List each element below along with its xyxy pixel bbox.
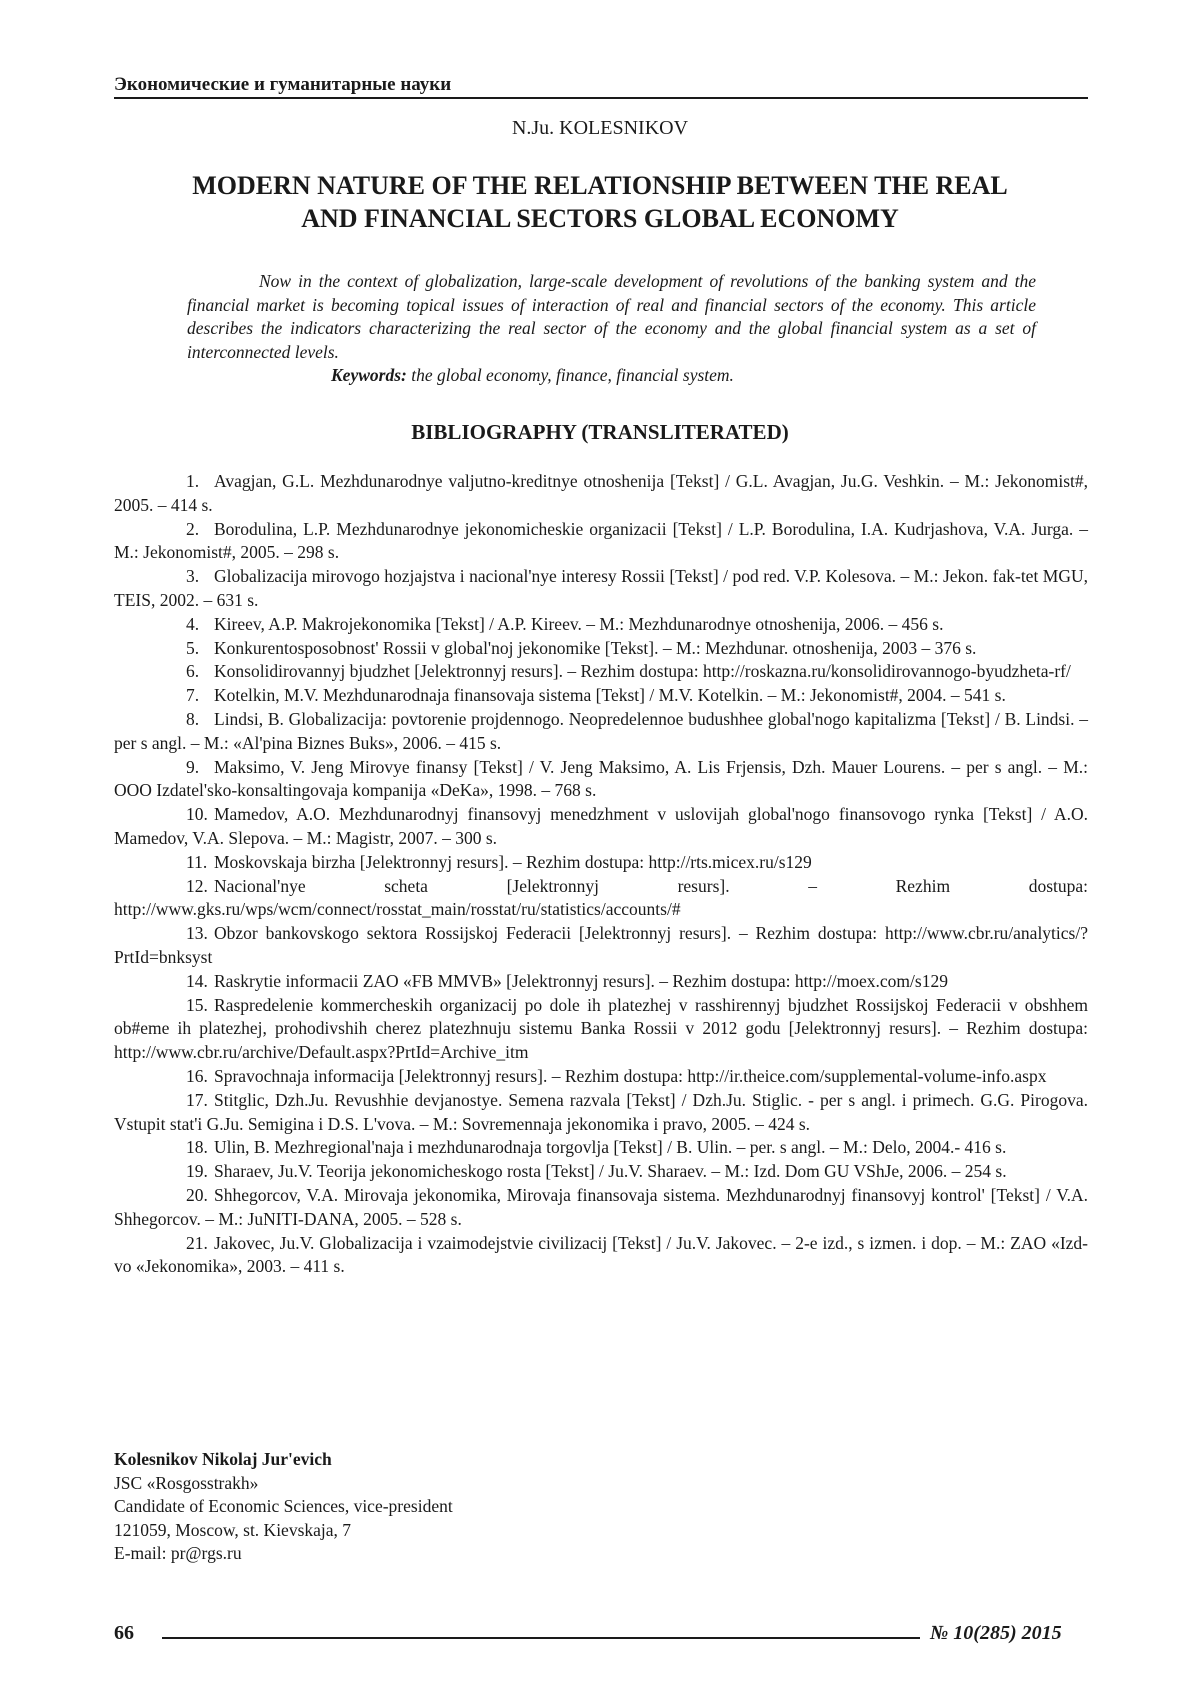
bibliography-item (114, 1089, 1088, 1137)
keywords-label: Keywords: (331, 365, 407, 385)
affiliation-email: E-mail: pr@rgs.ru (114, 1543, 242, 1563)
bibliography-item-text: Obzor bankovskogo sektora Rossijskoj Federacii [Jelektronnyj resurs]. – Rezhim dostupa: http://www.cbr.ru/analytics/?PrtId=bnksyst (114, 923, 1088, 967)
bibliography-item-number: 5. (186, 637, 200, 658)
bibliography-item-text: Maksimo, V. Jeng Mirovye finansy [Tekst] / V. Jeng Maksimo, A. Lis Frjensis, Dzh. Mauer Lourens. – per s angl. – M.: OOO Izdatel'sko-konsaltingovaja kompanija «DeKa», 1998. – 768 s. (114, 756, 1088, 801)
bibliography-item (114, 922, 1088, 970)
author-affiliation (114, 1448, 814, 1566)
running-head: Экономические и гуманитарные науки (114, 74, 1088, 99)
bibliography-item-number: 19. (186, 1161, 208, 1182)
bibliography-item-number: 11. (186, 851, 208, 872)
bibliography-item-text: Raspredelenie kommercheskih organizacij po dole ih platezhej v rasshirennyj bjudzhet Rossijskoj Federacii v obshhem ob#eme ih platezhej, prohodivshih cherez platezhnuju sistemu Banka Rossii v 2012 godu [Jelektronnyj resurs]. – Rezhim dostupa: http://www.cbr.ru/archive/Default.aspx?PrtId=Archive_itm (114, 994, 1088, 1063)
bibliography-item (114, 708, 1088, 756)
bibliography-item-text: Raskrytie informacii ZAO «FB MMVB» [Jelektronnyj resurs]. – Rezhim dostupa: http://moex.com/s129 (214, 970, 948, 991)
bibliography-item-number: 6. (186, 661, 200, 682)
bibliography-item-text: Shhegorcov, V.A. Mirovaja jekonomika, Mirovaja finansovaja sistema. Mezhdunarodnyj finansovyj kontrol' [Tekst] / V.A. Shhegorcov. – M.: JuNITI-DANA, 2005. – 528 s. (114, 1184, 1088, 1229)
bibliography-item (114, 1160, 1088, 1184)
bibliography-item-text: Jakovec, Ju.V. Globalizacija i vzaimodejstvie civilizacij [Tekst] / Ju.V. Jakovec. – 2-e izd., s izmen. i dop. – M.: ZAO «Izd-vo «Jekonomika», 2003. – 411 s. (114, 1232, 1088, 1277)
footer-rule (162, 1637, 920, 1639)
bibliography-item-number: 7. (186, 685, 200, 706)
abstract (187, 270, 1036, 388)
bibliography-item-text: Sharaev, Ju.V. Teorija jekonomicheskogo rosta [Tekst] / Ju.V. Sharaev. – M.: Izd. Dom GU VShJe, 2006. – 254 s. (214, 1161, 1007, 1182)
bibliography-item-text: Moskovskaja birzha [Jelektronnyj resurs]. – Rezhim dostupa: http://rts.micex.ru/s129 (214, 851, 812, 872)
issue-number: № 10(285) 2015 (930, 1622, 1062, 1644)
bibliography-item (114, 1065, 1088, 1089)
bibliography-item-text: Ulin, B. Mezhregional'naja i mezhdunarodnaja torgovlja [Tekst] / B. Ulin. – per. s angl. – M.: Delo, 2004.- 416 s. (214, 1137, 1007, 1158)
bibliography-item-text: Nacional'nye scheta [Jelektronnyj resurs]. – Rezhim dostupa: http://www.gks.ru/wps/wcm/connect/rosstat_main/rosstat/ru/statistics/accounts/# (114, 875, 1088, 920)
bibliography-item-text: Spravochnaja informacija [Jelektronnyj resurs]. – Rezhim dostupa: http://ir.theice.com/supplemental-volume-info.aspx (214, 1065, 1047, 1086)
bibliography-item (114, 613, 1088, 637)
bibliography-item (114, 637, 1088, 661)
keywords-text: the global economy, finance, financial system. (411, 365, 734, 385)
bibliography-item-number: 9. (186, 756, 200, 777)
bibliography-item-text: Globalizacija mirovogo hozjajstva i nacional'nye interesy Rossii [Tekst] / pod red. V.P. Kolesova. – M.: Jekon. fak-tet MGU, TEIS, 2002. – 631 s. (114, 566, 1088, 610)
bibliography-heading: BIBLIOGRAPHY (TRANSLITERATED) (411, 420, 789, 444)
bibliography-item-number: 16. (186, 1065, 208, 1086)
bibliography-item-number: 12. (186, 875, 208, 896)
bibliography-item-number: 17. (186, 1089, 208, 1110)
bibliography-item-number: 18. (186, 1137, 208, 1158)
bibliography-item-number: 15. (186, 994, 208, 1015)
bibliography-item (114, 970, 1088, 994)
bibliography-item-number: 2. (186, 518, 200, 539)
bibliography-item-number: 3. (186, 566, 200, 587)
bibliography-item-text: Konsolidirovannyj bjudzhet [Jelektronnyj resurs]. – Rezhim dostupa: http://roskazna.ru/konsolidirovannogo-byudzheta-rf/ (214, 661, 1071, 682)
affiliation-address: 121059, Moscow, st. Kievskaja, 7 (114, 1519, 352, 1540)
affiliation-name: Kolesnikov Nikolaj Jur'evich (114, 1449, 332, 1469)
bibliography-item (114, 803, 1088, 851)
page-number: 66 (114, 1622, 134, 1644)
abstract-text: Now in the context of globalization, large-scale development of revolutions of the banking system and the financial market is becoming topical issues of interaction of real and financial sectors of the economy. This article describes the indicators characterizing the real sector of the economy and the global financial system as a set of interconnected levels. (187, 271, 1036, 362)
bibliography-item-number: 8. (186, 708, 200, 729)
bibliography-item-text: Avagjan, G.L. Mezhdunarodnye valjutno-kreditnye otnoshenija [Tekst] / G.L. Avagjan, Ju.G. Veshkin. – M.: Jekonomist#, 2005. – 414 s. (114, 471, 1088, 515)
affiliation-position: Candidate of Economic Sciences, vice-president (114, 1496, 453, 1516)
bibliography-item (114, 1184, 1088, 1232)
bibliography-item-number: 21. (186, 1232, 208, 1253)
bibliography-item-number: 4. (186, 613, 200, 634)
bibliography-item (114, 756, 1088, 804)
bibliography-item-text: Stitglic, Dzh.Ju. Revushhie devjanostye. Semena razvala [Tekst] / Dzh.Ju. Stiglic. - per s angl. i primech. G.G. Pirogova. Vstupit stat'i G.Ju. Semigina i D.S. L'vova. – M.: Sovremennaja jekonomika i pravo, 2005. – 424 s. (114, 1089, 1088, 1134)
bibliography-item (114, 994, 1088, 1065)
bibliography-item-number: 10. (186, 804, 208, 825)
keywords (187, 364, 1036, 388)
bibliography-item-text: Borodulina, L.P. Mezhdunarodnye jekonomicheskie organizacii [Tekst] / L.P. Borodulina, I.A. Kudrjashova, V.A. Jurga. – M.: Jekonomist#, 2005. – 298 s. (114, 518, 1088, 563)
bibliography-item-text: Kotelkin, M.V. Mezhdunarodnaja finansovaja sistema [Tekst] / M.V. Kotelkin. – M.: Jekonomist#, 2004. – 541 s. (214, 685, 1006, 706)
bibliography-item-text: Kireev, A.P. Makrojekonomika [Tekst] / A.P. Kireev. – M.: Mezhdunarodnye otnoshenija, 2006. – 456 s. (214, 613, 944, 634)
title-line: MODERN NATURE OF THE RELATIONSHIP BETWEEN THE REAL (192, 171, 1008, 200)
bibliography-item (114, 1136, 1088, 1160)
title-line: AND FINANCIAL SECTORS GLOBAL ECONOMY (301, 204, 899, 233)
bibliography-item (114, 660, 1088, 684)
bibliography-item (114, 684, 1088, 708)
bibliography-item-number: 13. (186, 923, 208, 944)
bibliography-item-number: 1. (186, 471, 200, 491)
bibliography-item (114, 875, 1088, 923)
bibliography-item-text: Konkurentosposobnost' Rossii v global'noj jekonomike [Tekst]. – M.: Mezhdunar. otnoshenija, 2003 – 376 s. (214, 637, 977, 658)
article-author: N.Ju. KOLESNIKOV (511, 117, 689, 139)
bibliography-item-text: Lindsi, B. Globalizacija: povtorenie projdennogo. Neopredelennoe budushhee global'nogo kapitalizma [Tekst] / B. Lindsi. – per s angl. – M.: «Al'pina Biznes Buks», 2006. – 415 s. (114, 708, 1088, 753)
bibliography-item (114, 1232, 1088, 1280)
bibliography-item (114, 851, 1088, 875)
article-title (130, 169, 1070, 235)
bibliography-item-number: 14. (186, 970, 208, 991)
bibliography-item (114, 518, 1088, 566)
bibliography-item (114, 470, 1088, 518)
bibliography-item (114, 565, 1088, 613)
bibliography-list (114, 470, 1088, 1279)
bibliography-item-number: 20. (186, 1184, 208, 1205)
affiliation-org: JSC «Rosgosstrakh» (114, 1472, 259, 1493)
bibliography-item-text: Mamedov, A.O. Mezhdunarodnyj finansovyj menedzhment v uslovijah global'nogo finansovogo rynka [Tekst] / A.O. Mamedov, V.A. Slepova. – M.: Magistr, 2007. – 300 s. (114, 804, 1088, 848)
